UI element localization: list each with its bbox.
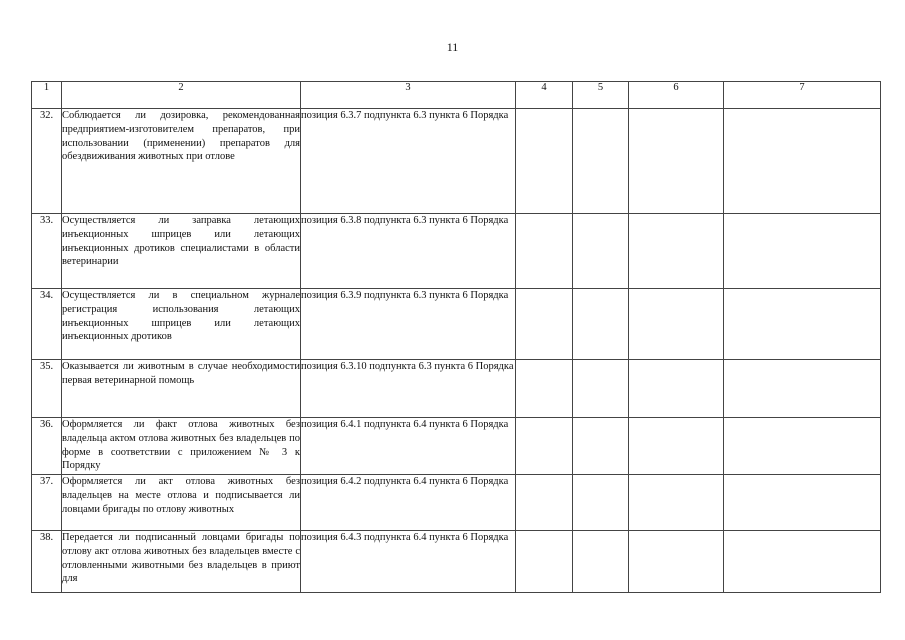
legal-reference: позиция 6.3.10 подпункта 6.3 пункта 6 Порядка — [301, 360, 516, 418]
legal-reference: позиция 6.4.1 подпункта 6.4 пункта 6 Порядка — [301, 418, 516, 475]
table-row — [32, 289, 881, 360]
answer-cell[interactable] — [573, 109, 629, 214]
answer-cell[interactable] — [629, 418, 724, 475]
answer-cell[interactable] — [573, 475, 629, 531]
column-header: 5 — [573, 82, 629, 109]
column-header: 1 — [32, 82, 62, 109]
answer-cell[interactable] — [573, 289, 629, 360]
requirement-question: Передается ли подписанный ловцами бригады по отлову акт отлова животных без владельцев вместе с отловленными животными без владельцев в приют для — [62, 531, 301, 593]
requirement-question: Соблюдается ли дозировка, рекомендованная предприятием-изготовителем препаратов, при использовании (применении) препаратов для обездвиживания животных при отлове — [62, 109, 301, 214]
row-number: 34. — [32, 289, 62, 360]
answer-cell[interactable] — [516, 360, 573, 418]
notes-cell[interactable] — [724, 214, 881, 289]
column-header: 6 — [629, 82, 724, 109]
answer-cell[interactable] — [573, 214, 629, 289]
requirement-question: Оказывается ли животным в случае необходимости первая ветеринарной помощь — [62, 360, 301, 418]
table-row — [32, 531, 881, 593]
answer-cell[interactable] — [516, 214, 573, 289]
answer-cell[interactable] — [629, 531, 724, 593]
notes-cell[interactable] — [724, 109, 881, 214]
row-number: 38. — [32, 531, 62, 593]
page-number: 11 — [446, 40, 459, 54]
notes-cell[interactable] — [724, 360, 881, 418]
answer-cell[interactable] — [629, 475, 724, 531]
column-header-row — [32, 82, 881, 109]
table-row — [32, 109, 881, 214]
checklist-table — [31, 81, 881, 593]
table-row — [32, 360, 881, 418]
requirement-question: Осуществляется ли заправка летающих инъекционных шприцев или летающих инъекционных дротиков специалистами в области ветеринарии — [62, 214, 301, 289]
column-header: 3 — [301, 82, 516, 109]
answer-cell[interactable] — [516, 418, 573, 475]
table-row — [32, 475, 881, 531]
answer-cell[interactable] — [573, 418, 629, 475]
table-row — [32, 418, 881, 475]
legal-reference: позиция 6.4.3 подпункта 6.4 пункта 6 Порядка — [301, 531, 516, 593]
notes-cell[interactable] — [724, 289, 881, 360]
notes-cell[interactable] — [724, 475, 881, 531]
answer-cell[interactable] — [629, 360, 724, 418]
requirement-question: Осуществляется ли в специальном журнале регистрация использования летающих инъекционных шприцев или летающих инъекционных дротиков — [62, 289, 301, 360]
row-number: 32. — [32, 109, 62, 214]
answer-cell[interactable] — [629, 214, 724, 289]
answer-cell[interactable] — [573, 360, 629, 418]
row-number: 35. — [32, 360, 62, 418]
notes-cell[interactable] — [724, 418, 881, 475]
row-number: 36. — [32, 418, 62, 475]
answer-cell[interactable] — [629, 109, 724, 214]
table-row — [32, 214, 881, 289]
answer-cell[interactable] — [516, 475, 573, 531]
notes-cell[interactable] — [724, 531, 881, 593]
answer-cell[interactable] — [516, 531, 573, 593]
column-header: 2 — [62, 82, 301, 109]
requirement-question: Оформляется ли акт отлова животных без владельцев на месте отлова и подписывается ли ловцами бригады по отлову животных — [62, 475, 301, 531]
legal-reference: позиция 6.4.2 подпункта 6.4 пункта 6 Порядка — [301, 475, 516, 531]
column-header: 7 — [724, 82, 881, 109]
row-number: 33. — [32, 214, 62, 289]
row-number: 37. — [32, 475, 62, 531]
legal-reference: позиция 6.3.9 подпункта 6.3 пункта 6 Порядка — [301, 289, 516, 360]
column-header: 4 — [516, 82, 573, 109]
answer-cell[interactable] — [629, 289, 724, 360]
answer-cell[interactable] — [516, 289, 573, 360]
requirement-question: Оформляется ли факт отлова животных без владельца актом отлова животных без владельцев по форме в соответствии с приложением № 3 к Порядку — [62, 418, 301, 475]
answer-cell[interactable] — [516, 109, 573, 214]
answer-cell[interactable] — [573, 531, 629, 593]
legal-reference: позиция 6.3.7 подпункта 6.3 пункта 6 Порядка — [301, 109, 516, 214]
legal-reference: позиция 6.3.8 подпункта 6.3 пункта 6 Порядка — [301, 214, 516, 289]
